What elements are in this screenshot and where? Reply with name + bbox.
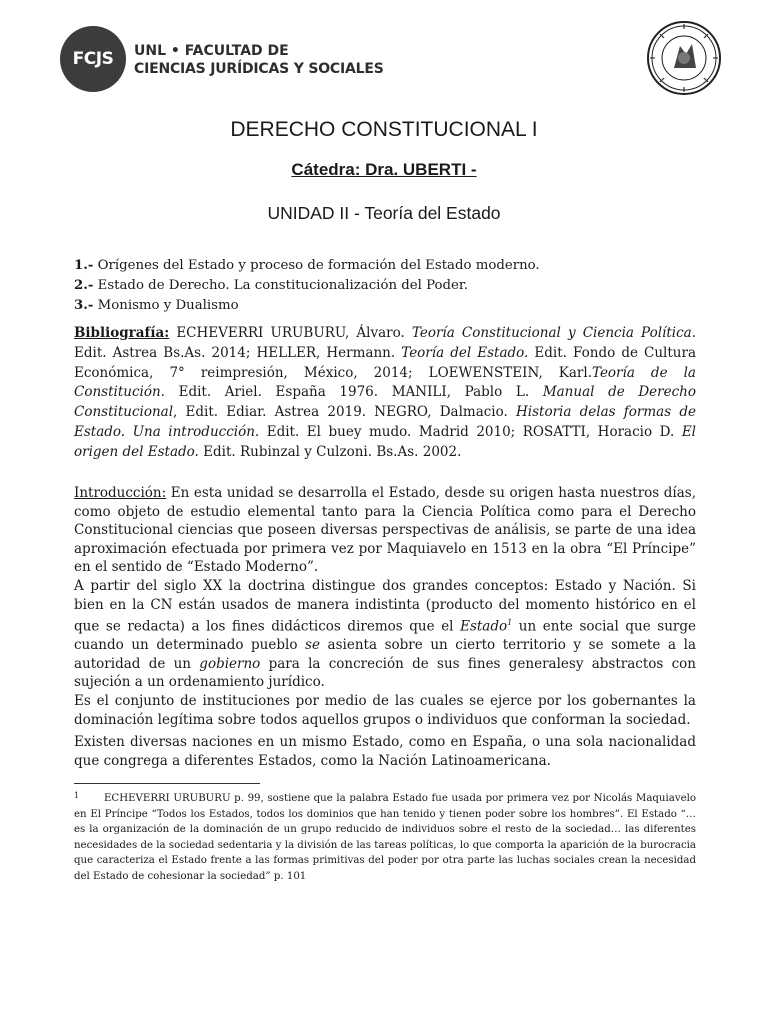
footnote-text: ECHEVERRI URUBURU p. 99, sostiene que la palabra Estado fue usada por primera vez por Nicolás Maquiavelo en El Príncipe “Todos los Estados, todos los dominios que han tenido y tienen poder sobre los hombres”. El Estado “…es la organización de la dominación de un grupo reducido de individuos sobre el resto de la sociedad… las diferentes necesidades de la sociedad sedentaria y la división de las tareas políticas, lo que comporta la aparición de la burocracia que caracteriza el Estado frente a las formas primitivas del poder por otra parte las luchas sociales crean la necesidad del Estado de cohesionar la sociedad” p. 101 [74, 793, 696, 882]
chair-title [0, 160, 768, 180]
intro-paragraph-2 [74, 577, 696, 692]
faculty-line-1: UNL • FACULTAD DE [134, 43, 289, 59]
bibliography [74, 324, 696, 463]
intro-emphasis: Estado [460, 618, 508, 635]
biblio-text: Edit. El buey mudo. Madrid 2010; ROSATTI, Horacio D. [259, 423, 682, 440]
fcjs-logo: FCJS [60, 26, 126, 92]
biblio-title: Teoría de la Constitución [74, 364, 696, 401]
university-seal-icon [646, 20, 722, 96]
biblio-title: Teoría del Estado. [401, 344, 529, 361]
biblio-title: Teoría Constitucional y Ciencia Política [411, 325, 692, 341]
footnote-divider [74, 783, 260, 784]
footnote-number: 1 [74, 791, 80, 800]
biblio-text: Edit. Rubinzal y Culzoni. Bs.As. 2002. [198, 443, 462, 460]
biblio-title: Historia delas formas de Estado. Una introducción. [74, 404, 696, 440]
biblio-text: . Edit. Astrea Bs.As. 2014; HELLER, Hermann. [74, 325, 696, 361]
intro-text: asienta sobre un cierto territorio y se somete a la autoridad de un [74, 637, 696, 672]
topic-text: Monismo y Dualismo [93, 298, 239, 313]
intro-label: Introducción: [74, 485, 167, 501]
intro-text: A partir del siglo XX la doctrina distingue dos grandes conceptos: Estado y Nación. Si bien en la CN están usados de manera indistinta (producto del momento histórico en el que se redacta) a los fines didácticos diremos que el [74, 577, 696, 635]
intro-text: para la concreción de sus fines generalesy abstractos con sujeción a un ordenamiento jurídico. [74, 655, 696, 691]
topic-number: 3.- [74, 298, 94, 313]
topic-item [74, 256, 696, 276]
intro-emphasis: se [305, 637, 320, 654]
topic-item [74, 276, 696, 296]
introduction [74, 484, 696, 770]
biblio-text: , Edit. Ediar. Astrea 2019. NEGRO, Dalmacio. [173, 404, 517, 421]
faculty-line-2: CIENCIAS JURÍDICAS Y SOCIALES [134, 61, 384, 77]
faculty-name [134, 42, 384, 78]
intro-text: En esta unidad se desarrolla el Estado, desde su origen hasta nuestros días, como objeto de estudio elemental tanto para la Ciencia Política como para el Derecho Constitucional ciencias que poseen diversas perspectivas de análisis, se parte de una idea aproximación efectuada por primera vez por Maquiavelo en 1513 en la obra “El Príncipe” en el sentido de “Estado Moderno”. [74, 485, 696, 576]
bibliography-label: Bibliografía: [74, 325, 170, 341]
biblio-text: Edit. Fondo de Cultura Económica, 7° reimpresión, México, 2014; LOEWENSTEIN, Karl. [74, 344, 696, 381]
intro-emphasis: gobierno [199, 655, 261, 672]
biblio-title: El origen del Estado. [74, 423, 696, 460]
footnote-ref[interactable]: 1 [507, 618, 513, 628]
topics-list [74, 256, 696, 316]
topic-number: 2.- [74, 278, 94, 293]
intro-text: un ente social que surge cuando un determinado pueblo [74, 618, 696, 654]
biblio-text: . Edit. Ariel. España 1976. MANILI, Pablo L. [160, 384, 543, 401]
topic-number: 1.- [74, 258, 94, 273]
biblio-text: ECHEVERRI URUBURU, Álvaro. [169, 325, 412, 341]
course-title: DERECHO CONSTITUCIONAL I [230, 118, 538, 141]
intro-paragraph-1 [74, 484, 696, 577]
page-header [60, 26, 720, 96]
footnote [74, 788, 696, 885]
intro-paragraph-4: Existen diversas naciones en un mismo Estado, como en España, o una sola nacionalidad que congrega a diferentes Estados, como la Nación Latinoamericana. [74, 734, 696, 769]
topic-text: Orígenes del Estado y proceso de formación del Estado moderno. [93, 258, 540, 273]
biblio-title: Manual de Derecho Constitucional [74, 384, 697, 421]
topic-text: Estado de Derecho. La constitucionalización del Poder. [93, 278, 469, 293]
intro-paragraph-3: Es el conjunto de instituciones por medio de las cuales se ejerce por los gobernantes la dominación legítima sobre todos aquellos grupos o individuos que conforman la sociedad. [74, 693, 696, 728]
chair-title-text: Cátedra: Dra. UBERTI - [291, 160, 477, 179]
unit-title: UNIDAD II - Teoría del Estado [267, 203, 501, 223]
topic-item [74, 296, 696, 316]
